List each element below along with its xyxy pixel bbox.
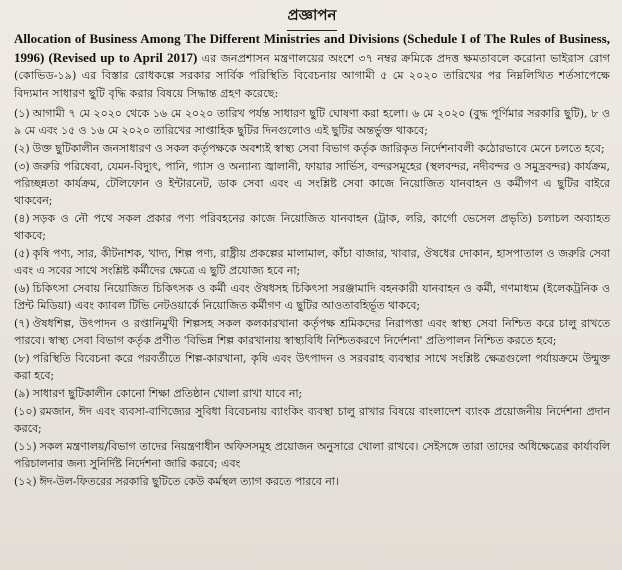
item-text: রমজান, ঈদ এবং ব্যবসা-বাণিজ্যের সুবিধা বিবেচনায় ব্যাংকিং ব্যবস্থা চালু রাখার বিষয়ে বাংলাদেশ ব্যাংক প্রয়োজনীয় নির্দেশনা প্রদান করবে; (14, 405, 610, 435)
notice-item-2 (14, 140, 610, 157)
item-number: (৪) (14, 212, 30, 225)
notice-item-3 (14, 158, 610, 209)
notice-item-8 (14, 350, 610, 384)
title-wrap (14, 4, 610, 26)
item-number: (২) (14, 142, 30, 155)
notice-item-1 (14, 105, 610, 139)
item-text: ঈদ-উল-ফিতরের সরকারি ছুটিতে কেউ কর্মস্থল ত্যাগ করতে পারবে না। (39, 475, 339, 488)
item-number: (১০) (14, 405, 37, 418)
notice-item-5 (14, 245, 610, 279)
intro-bangla-text: এর জনপ্রশাসন মন্ত্রণালয়ের অংশে ৩৭ নম্বর ক্রমিকে প্রদত্ত ক্ষমতাবলে করোনা ভাইরাস রোগ (কোভিড-১৯) এর বিস্তার রোধকল্পে সরকার সার্বিক পরিস্থিতি বিবেচনায় আগামী ৫ মে ২০২০ তারিখের পর নিম্নলিখিত শর্তসাপেক্ষে বিদ্যমান সাধারণ ছুটি বৃদ্ধি করার বিষয়ে সিদ্ধান্ত গ্রহণ করেছে: (14, 51, 611, 100)
item-text: সকল মন্ত্রণালয়/বিভাগ তাদের নিয়ন্ত্রণাধীন অফিসসমূহ প্রয়োজন অনুসারে খোলা রাখবে। সেইসঙ্গে তারা তাদের অধিক্ষেত্রের কার্যাবলি পরিচালনার জন্য সুনির্দিষ্ট নির্দেশনা জারি করবে; এবং (14, 440, 610, 470)
item-number: (৫) (14, 247, 30, 260)
item-number: (৩) (14, 160, 30, 173)
item-number: (১) (14, 107, 30, 120)
item-number: (৯) (14, 387, 30, 400)
notice-title: প্রজ্ঞাপন (287, 4, 336, 31)
notice-item-11 (14, 438, 610, 472)
item-text: সাধারণ ছুটিকালীন কোনো শিক্ষা প্রতিষ্ঠান খোলা রাখা যাবে না; (32, 387, 303, 400)
item-number: (৮) (14, 352, 30, 365)
notice-item-12 (14, 473, 610, 490)
notice-item-4 (14, 210, 610, 244)
item-text: পরিস্থিতি বিবেচনা করে পরবর্তীতে শিল্প-কারখানা, কৃষি এবং উৎপাদন ও সরবরাহ ব্যবস্থার সাথে সংশ্লিষ্ট ক্ষেত্রগুলো পর্যায়ক্রমে উন্মুক্ত করা হবে; (14, 352, 610, 382)
item-text: ঔষধশিল্প, উৎপাদন ও রপ্তানিমুখী শিল্পসহ সকল কলকারখানা কর্তৃপক্ষ শ্রমিকদের নিরাপত্তা এবং স্বাস্থ্য সেবা নিশ্চিত করে চালু রাখতে পারবে। স্বাস্থ্য সেবা বিভাগ কর্তৃক প্রণীত 'বিভিন্ন শিল্প কারখানায় স্বাস্থ্যবিধি নিশ্চিতকরণে নির্দেশনা' প্রতিপালন নিশ্চিত করতে হবে; (14, 317, 610, 347)
notice-item-10 (14, 403, 610, 437)
item-text: চিকিৎসা সেবায় নিয়োজিত চিকিৎসক ও কর্মী এবং ঔষধসহ চিকিৎসা সরঞ্জামাদি বহনকারী যানবাহন ও কর্মী, গণমাধ্যম (ইলেকট্রনিক ও প্রিন্ট মিডিয়া) এবং ক্যাবল টিভি নেটওয়ার্কে নিয়োজিত কর্মীগণ এ ছুটির আওতাবহির্ভূত থাকবে; (14, 282, 610, 312)
item-text: সড়ক ও নৌ পথে সকল প্রকার পণ্য পরিবহনের কাজে নিয়োজিত যানবাহন (ট্রাক, লরি, কার্গো ভেসেল প্রভৃতি) চলাচল অব্যাহত থাকবে; (14, 212, 611, 242)
intro-paragraph (14, 30, 610, 102)
item-text: আগামী ৭ মে ২০২০ থেকে ১৬ মে ২০২০ তারিখ পর্যন্ত সাধারণ ছুটি ঘোষণা করা হলো। ৬ মে ২০২০ (বুদ্ধ পূর্ণিমার সরকারি ছুটি), ৮ ও ৯ মে এবং ১৫ ও ১৬ মে ২০২০ তারিখের সাপ্তাহিক ছুটির দিনগুলোও এই ছুটির অন্তর্ভুক্ত থাকবে; (14, 107, 610, 137)
notice-item-list (14, 105, 610, 490)
intro-english-reference: Allocation of Business Among The Different Ministries and Divisions (Schedule I of The Rules of Business, 1996) (Revised up to April 2017) (14, 31, 610, 65)
notice-item-7 (14, 315, 610, 349)
notice-item-6 (14, 280, 610, 314)
item-number: (৬) (14, 282, 30, 295)
item-number: (১২) (14, 475, 37, 488)
item-text: কৃষি পণ্য, সার, কীটনাশক, খাদ্য, শিল্প পণ্য, রাষ্ট্রীয় প্রকল্পের মালামাল, কাঁচা বাজার, খাবার, ঔষধের দোকান, হাসপাতাল ও জরুরি সেবা এবং এ সবের সাথে সংশ্লিষ্ট কর্মীদের ক্ষেত্রে এ ছুটি প্রযোজ্য হবে না; (14, 247, 610, 277)
item-text: উক্ত ছুটিকালীন জনসাধারণ ও সকল কর্তৃপক্ষকে অবশ্যই স্বাস্থ্য সেবা বিভাগ কর্তৃক জারিকৃত নির্দেশনাবলী কঠোরভাবে মেনে চলতে হবে; (32, 142, 605, 155)
item-number: (৭) (14, 317, 30, 330)
item-number: (১১) (14, 440, 37, 453)
notice-item-9 (14, 385, 610, 402)
item-text: জরুরি পরিষেবা, যেমন-বিদ্যুৎ, পানি, গ্যাস ও অন্যান্য জ্বালানী, ফায়ার সার্ভিস, বন্দরসমূহের (স্থলবন্দর, নদীবন্দর ও সমুদ্রবন্দর) কার্যক্রম, পরিচ্ছন্নতা কার্যক্রম, টেলিফোন ও ইন্টারনেট, ডাক সেবা এবং এ সংশ্লিষ্ট সেবা কাজে নিয়োজিত যানবাহন ও কর্মীগণ এ ছুটির বাইরে থাকবেন; (14, 160, 610, 207)
